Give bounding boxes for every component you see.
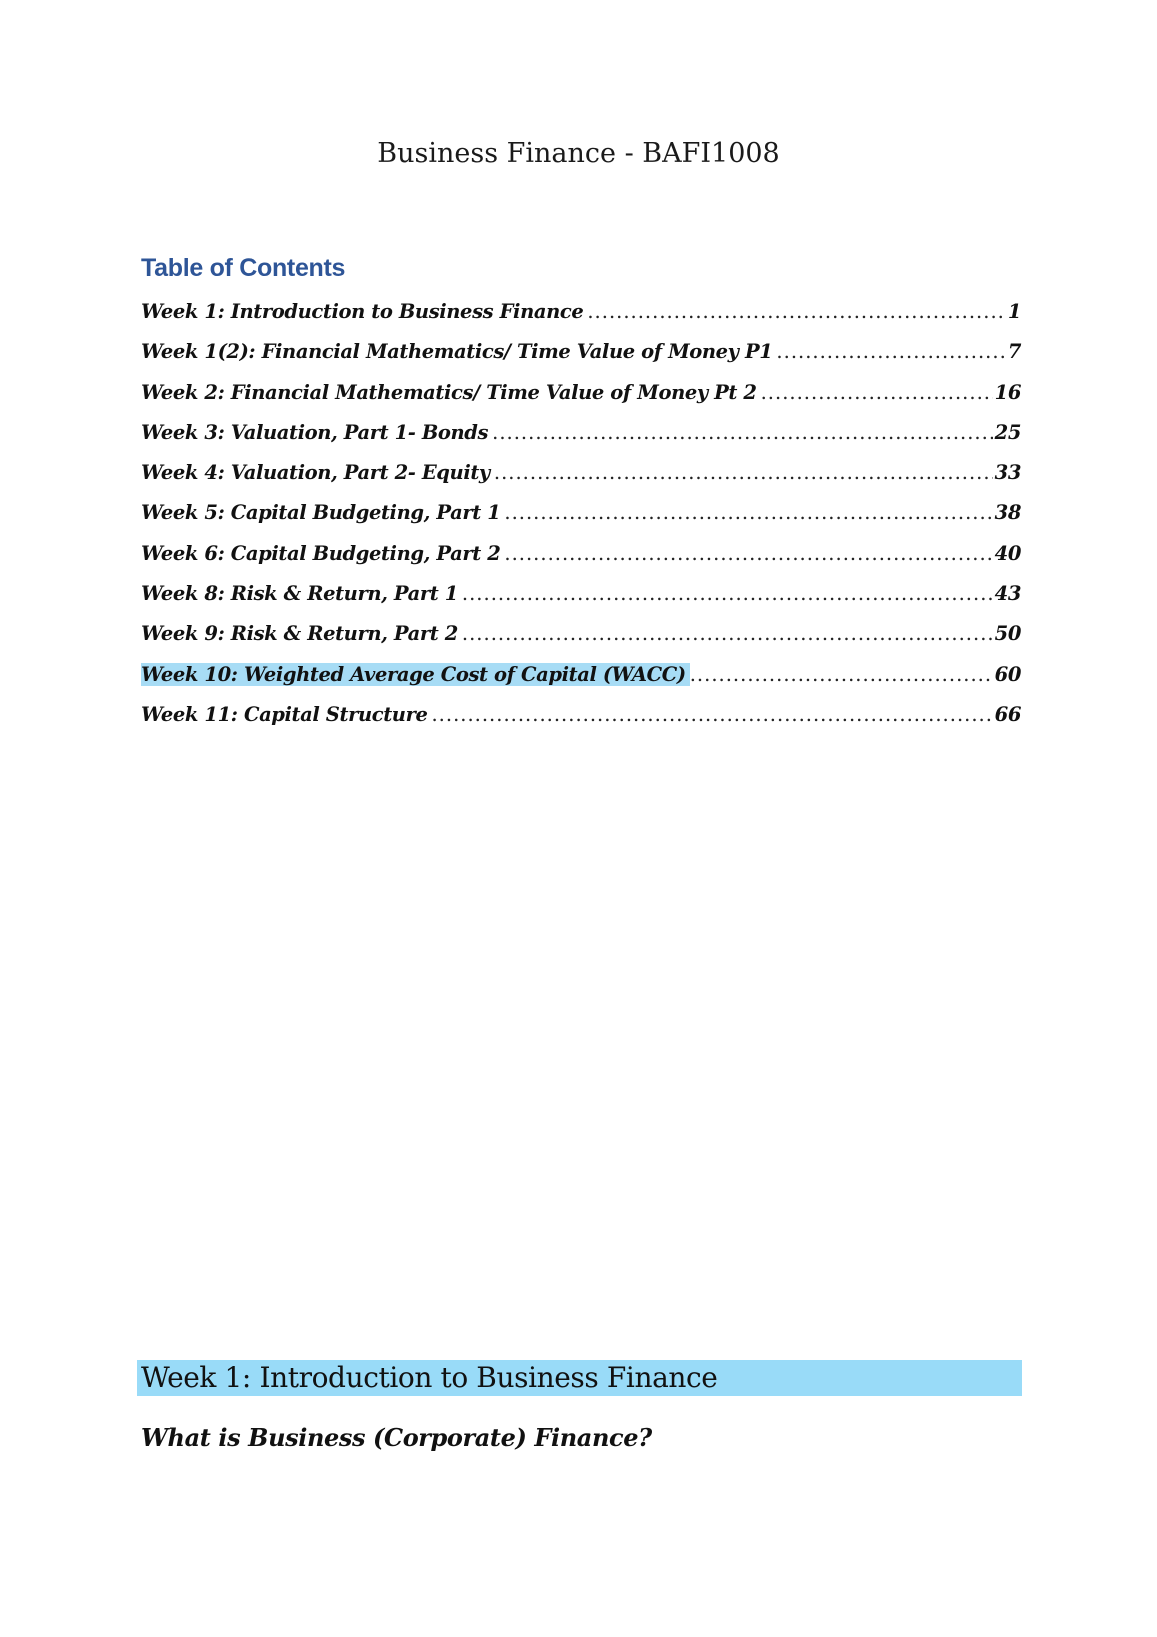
toc-entry-title: Week 3: Valuation, Part 1- Bonds — [141, 420, 489, 444]
toc-entry-page: 40 — [994, 541, 1021, 565]
section-heading-week-1: Week 1: Introduction to Business Finance — [137, 1360, 1022, 1396]
section-subheading: What is Business (Corporate) Finance? — [141, 1423, 652, 1452]
toc-entry-week-9[interactable] — [141, 622, 1021, 662]
toc-dot-leader — [504, 542, 992, 565]
toc-dot-leader — [492, 421, 993, 444]
toc-dot-leader — [776, 340, 1005, 363]
toc-dot-leader — [462, 622, 993, 645]
toc-heading: Table of Contents — [141, 254, 346, 282]
toc-dot-leader — [690, 663, 993, 686]
document-title: Business Finance - BAFI1008 — [377, 138, 780, 169]
toc-entry-title: Week 2: Financial Mathematics/ Time Value of Money Pt 2 — [141, 380, 757, 404]
toc-entry-page: 66 — [994, 702, 1021, 726]
toc-entry-page: 16 — [994, 380, 1021, 404]
toc-dot-leader — [494, 461, 993, 484]
toc-entry-title: Week 9: Risk & Return, Part 2 — [141, 622, 458, 646]
toc-entry-page: 43 — [994, 582, 1021, 606]
toc-entry-page: 1 — [1007, 300, 1021, 323]
toc-dot-leader — [587, 300, 1005, 323]
toc-entry-title: Week 1(2): Financial Mathematics/ Time Value of Money P1 — [141, 340, 773, 364]
toc-entry-week-11[interactable] — [141, 703, 1021, 743]
toc-entry-title: Week 5: Capital Budgeting, Part 1 — [141, 501, 501, 525]
toc-entry-week-8[interactable] — [141, 582, 1021, 622]
toc-dot-leader — [761, 381, 993, 404]
toc-entry-week-1-2[interactable] — [141, 340, 1021, 380]
toc-entry-page: 7 — [1007, 340, 1021, 364]
toc-dot-leader — [431, 703, 992, 726]
toc-entry-week-4[interactable] — [141, 461, 1021, 501]
toc-entry-week-1[interactable] — [141, 300, 1021, 340]
toc-entry-title: Week 8: Risk & Return, Part 1 — [141, 582, 458, 606]
toc-entry-title: Week 11: Capital Structure — [141, 702, 428, 726]
toc-entry-title: Week 6: Capital Budgeting, Part 2 — [141, 541, 501, 565]
toc-entry-page: 38 — [994, 501, 1021, 525]
toc-entry-title-highlighted: Week 10: Weighted Average Cost of Capital (WACC) — [141, 663, 690, 686]
toc-entry-week-2[interactable] — [141, 381, 1021, 421]
toc-entry-page: 33 — [994, 461, 1021, 485]
toc-entry-title: Week 4: Valuation, Part 2- Equity — [141, 461, 490, 485]
toc-entry-page: 25 — [994, 420, 1021, 444]
toc-entry-week-6[interactable] — [141, 542, 1021, 582]
toc-entry-title: Week 1: Introduction to Business Finance — [141, 300, 584, 323]
toc-entry-page: 60 — [994, 662, 1021, 686]
table-of-contents — [141, 300, 1021, 743]
toc-dot-leader — [504, 501, 992, 524]
toc-dot-leader — [462, 582, 993, 605]
toc-entry-week-10[interactable] — [141, 663, 1021, 703]
toc-entry-page: 50 — [994, 622, 1021, 646]
toc-entry-week-5[interactable] — [141, 501, 1021, 541]
toc-entry-week-3[interactable] — [141, 421, 1021, 461]
